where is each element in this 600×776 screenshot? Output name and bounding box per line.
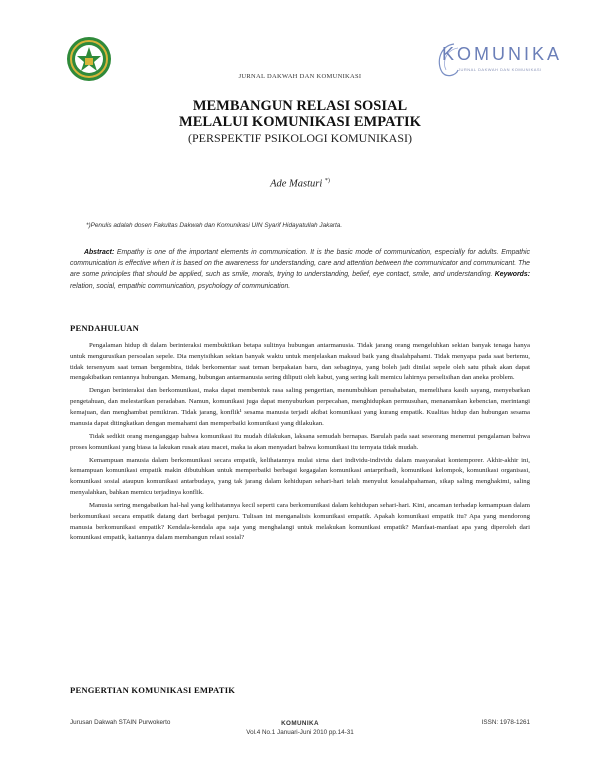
keywords-text: relation, social, empathic communication, psychology of communication. <box>70 282 291 290</box>
title-line-1: MEMBANGUN RELASI SOSIAL <box>192 98 408 114</box>
paragraph: Manusia sering mengabaikan hal-hal yang kelihatannya kecil seperti cara berkomunikasi dalam kehidupan sehari-hari. Kini, ancaman terhadap kemampuan dalam berkomunikasi secara empatik datang dari berbagai penjuru. Tulisan ini menganalisis komunikasi empatik. Apakah komunikasi empatik itu? Apa yang mendorong manusia berkomunikasi empatik? Kendala-kendala apa saja yang menghalangi untuk melakukan komunikasi empatik? Manfaat-manfaat apa yang diperoleh dari komunikasi empatik, kaitannya dalam membangun relasi sosial? <box>70 502 530 542</box>
article-title <box>0 98 600 130</box>
footer-journal-info <box>210 719 390 737</box>
footer-issn: ISSN: 1978-1261 <box>481 719 530 726</box>
article-subtitle: (PERSPEKTIF PSIKOLOGI KOMUNIKASI) <box>187 131 412 145</box>
running-head: JURNAL DAKWAH DAN KOMUNIKASI <box>238 73 362 80</box>
abstract <box>70 247 530 292</box>
abstract-label: Abstract: <box>84 249 115 256</box>
paragraph: Tidak sedikit orang menganggap bahwa komunikasi itu mudah dilakukan, laksana semudah bernapas. Barulah pada saat seseorang menemui pengalaman bahwa proses komunikasi yang biasa ia lakukan rusak atau macet, maka ia akan menyadari bahwa komunikasi itu ternyata tidak mudah. <box>70 432 530 451</box>
komunika-logo-subtext: JURNAL DAKWAH DAN KOMUNIKASI <box>458 67 542 72</box>
section-heading-pengertian: PENGERTIAN KOMUNIKASI EMPATIK <box>70 685 236 695</box>
author-footnote: *)Penulis adalah dosen Fakultas Dakwah dan Komunikasi UIN Syarif Hidayatullah Jakarta. <box>86 222 343 229</box>
body-text <box>70 341 530 546</box>
keywords-label: Keywords: <box>494 271 530 279</box>
paragraph: Pengalaman hidup di dalam berinteraksi membuktikan betapa sulitnya hubungan antarmanusia. Tidak jarang orang mengeluhkan sekian banyak tenaga hanya untuk mengurusikan persoalan sepele. Dia menyisihkan sekian banyak waktu untuk menjelaskan maksud baik yang disalahpahami. Tidak menyapa pada saat bertemu, tidak tersenyum saat teman bergembira, tidak berkomentar saat teman berpakaian baru, dan sebaginya, yang boleh jadi dinilai sepele oleh satu pihak akan dapat mengakibatkan rentannya hubungan. Memang, hubungan antarmanusia sering diliputi oleh kabut, yang sering kali memicu lahirnya perselisihan dan aneka problem. <box>70 342 530 382</box>
abstract-text: Empathy is one of the important elements in communication. It is the basic mode of communication, especially for adults. Empathic communication is effective when it is based on the awareness for understanding, care and attention between the communicator and communicant. The are some principles that should be applied, such as smile, morals, trying to understanding, belief, eye contact, smile, and understanding. <box>70 249 530 279</box>
author-name: Ade Masturi <box>270 178 323 190</box>
paragraph: Dengan berinteraksi dan berkomunikasi, maka dapat membentuk rasa saling pengertian, menumbuhkan persahabatan, memelihara kasih sayang, menyebarkan pengetahuan, dan melestarikan peradaban. Namun, komunikasi juga dapat menyuburkan perpecahan, menghidupkan permusuhan, menanamkan kebencian, merintangi kemajuan, dan menghambat pemikiran. Tidak jarang, konflik¹ sesama manusia terjadi akibat komunikasi yang kurang empatik. Kualitas hidup dan hubungan sesama manusia dapat ditingkatkan dengan memahami dan memperbaiki komunikasi yang dilakukan. <box>70 387 530 427</box>
footer-journal-name: KOMUNIKA <box>281 720 319 727</box>
title-line-2: MELALUI KOMUNIKASI EMPATIK <box>179 114 421 130</box>
komunika-logo-text: KOMUNIKA <box>442 44 563 64</box>
author-footnote-mark: *) <box>324 178 330 184</box>
paragraph: Kemampuan manusia dalam berkomunikasi secara empatik, kelihatannya mulai sirna dari individu-individu dalam masyarakat kontemporer. Akhir-akhir ini, kemampuan komunikasi empatik makin dibutuhkan untuk memperbaiki berbagai kegagalan komunikasi antarpribadi, komunikasi kelompok, komunikasi organisasi, komunikasi sosial ataupun komunikasi antarbudaya, yang tak jarang dalam kehidupan sehari-hari telah menyulut kesalahpahaman, sikap saling menghakimi, saling menyalahkan, bahkan memicu terjadinya konflik. <box>70 456 530 496</box>
section-heading-pendahuluan: PENDAHULUAN <box>70 323 140 333</box>
footer-institution: Jurusan Dakwah STAIN Purwokerto <box>70 719 171 726</box>
footer-volume: Vol.4 No.1 Januari-Juni 2010 pp.14-31 <box>246 729 354 736</box>
author-line <box>0 178 600 190</box>
